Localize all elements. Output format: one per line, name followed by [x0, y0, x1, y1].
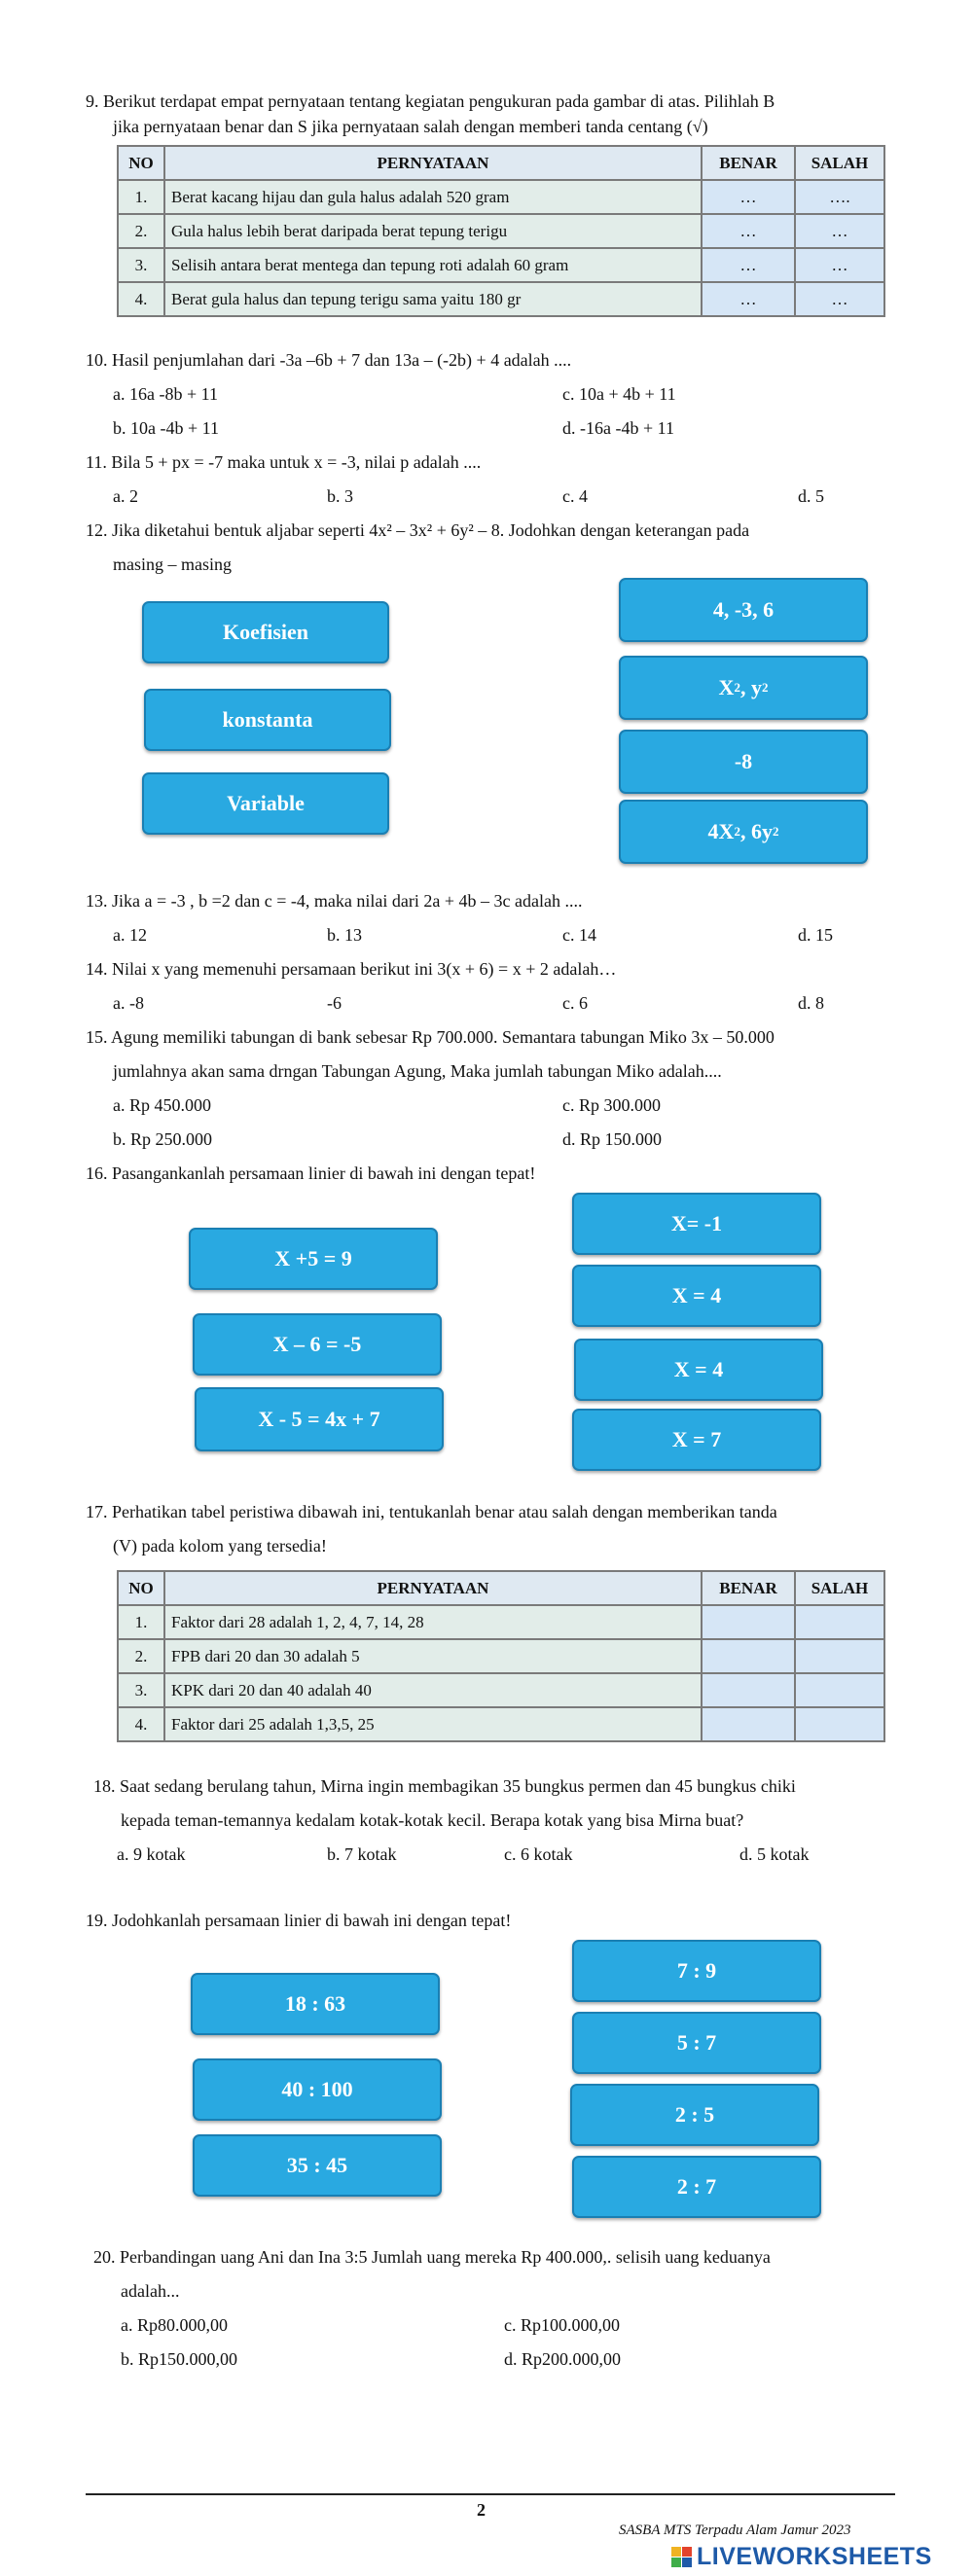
q13-option-c[interactable]: c. 14	[562, 925, 596, 945]
q15-option-a[interactable]: a. Rp 450.000	[113, 1095, 211, 1115]
match-left-ratio3[interactable]: 35 : 45	[193, 2134, 442, 2197]
header-benar: BENAR	[702, 1571, 795, 1605]
q17-line2: (V) pada kolom yang tersedia!	[113, 1536, 327, 1556]
row-no: 2.	[118, 1639, 164, 1673]
liveworksheets-brand: LIVEWORKSHEETS	[697, 2543, 932, 2570]
salah-cell[interactable]	[795, 1639, 884, 1673]
match-left-ratio1[interactable]: 18 : 63	[191, 1973, 440, 2035]
q18-option-c[interactable]: c. 6 kotak	[504, 1844, 573, 1864]
salah-cell[interactable]: …	[795, 214, 884, 248]
row-statement: Berat kacang hijau dan gula halus adalah 520 gram	[164, 180, 702, 214]
row-no: 1.	[118, 1605, 164, 1639]
match-right-ratio1[interactable]: 7 : 9	[572, 1940, 821, 2002]
match-right-ans3[interactable]: X = 4	[574, 1339, 823, 1401]
q15-option-c[interactable]: c. Rp 300.000	[562, 1095, 661, 1115]
liveworksheets-logo	[671, 2543, 932, 2571]
header-pernyataan: PERNYATAAN	[164, 146, 702, 180]
match-left-eq1[interactable]: X +5 = 9	[189, 1228, 438, 1290]
header-salah: SALAH	[795, 1571, 884, 1605]
q12-line1: 12. Jika diketahui bentuk aljabar seperti 4x² – 3x² + 6y² – 8. Jodohkan dengan keterangan pada	[86, 520, 750, 540]
school-footer: SASBA MTS Terpadu Alam Jamur 2023	[619, 2522, 851, 2538]
row-statement: Faktor dari 25 adalah 1,3,5, 25	[164, 1707, 702, 1741]
q14-option-b[interactable]: -6	[327, 993, 342, 1013]
table-row	[118, 214, 884, 248]
match-right-ratio3[interactable]: 2 : 5	[570, 2084, 819, 2146]
table-row	[118, 248, 884, 282]
match-right-variables[interactable]: X 2 , y 2	[619, 656, 868, 720]
header-salah: SALAH	[795, 146, 884, 180]
match-left-eq3[interactable]: X - 5 = 4x + 7	[195, 1387, 444, 1451]
row-no: 4.	[118, 1707, 164, 1741]
q9-line2: jika pernyataan benar dan S jika pernyataan salah dengan memberi tanda centang (√)	[113, 117, 708, 136]
row-no: 2.	[118, 214, 164, 248]
q19-text: 19. Jodohkanlah persamaan linier di bawah ini dengan tepat!	[86, 1911, 512, 1930]
q9-line1: 9. Berikut terdapat empat pernyataan tentang kegiatan pengukuran pada gambar di atas. Pilihlah B	[86, 91, 775, 111]
header-pernyataan: PERNYATAAN	[164, 1571, 702, 1605]
table-row	[118, 180, 884, 214]
q20-line2: adalah...	[121, 2281, 180, 2301]
benar-cell[interactable]: …	[702, 248, 795, 282]
q18-option-a[interactable]: a. 9 kotak	[117, 1844, 186, 1864]
q18-option-d[interactable]: d. 5 kotak	[739, 1844, 810, 1864]
q18-line2: kepada teman-temannya kedalam kotak-kotak kecil. Berapa kotak yang bisa Mirna buat?	[121, 1810, 744, 1830]
table-row	[118, 282, 884, 316]
q11-option-b[interactable]: b. 3	[327, 486, 353, 506]
page-number: 2	[477, 2500, 486, 2520]
q18-option-b[interactable]: b. 7 kotak	[327, 1844, 397, 1864]
row-statement: KPK dari 20 dan 40 adalah 40	[164, 1673, 702, 1707]
q17-line1: 17. Perhatikan tabel peristiwa dibawah ini, tentukanlah benar atau salah dengan memberikan tanda	[86, 1502, 777, 1521]
row-statement: Gula halus lebih berat daripada berat tepung terigu	[164, 214, 702, 248]
q20-option-d[interactable]: d. Rp200.000,00	[504, 2349, 622, 2369]
match-right-terms[interactable]: 4X 2 , 6y 2	[619, 800, 868, 864]
match-left-variable[interactable]: Variable	[142, 772, 389, 835]
match-right-constant[interactable]: -8	[619, 730, 868, 794]
footer-divider	[86, 2493, 895, 2495]
row-no: 3.	[118, 1673, 164, 1707]
table-row	[118, 1639, 884, 1673]
salah-cell[interactable]: …	[795, 282, 884, 316]
q10-option-c[interactable]: c. 10a + 4b + 11	[562, 384, 676, 404]
match-left-eq2[interactable]: X – 6 = -5	[193, 1313, 442, 1376]
q14-text: 14. Nilai x yang memenuhi persamaan berikut ini 3(x + 6) = x + 2 adalah…	[86, 959, 617, 979]
salah-cell[interactable]	[795, 1707, 884, 1741]
header-no: NO	[118, 146, 164, 180]
row-no: 4.	[118, 282, 164, 316]
q9-table	[117, 145, 885, 317]
q15-option-d[interactable]: d. Rp 150.000	[562, 1129, 663, 1149]
q11-text: 11. Bila 5 + px = -7 maka untuk x = -3, nilai p adalah ....	[86, 452, 482, 472]
table-row	[118, 1605, 884, 1639]
row-statement: Berat gula halus dan tepung terigu sama yaitu 180 gr	[164, 282, 702, 316]
match-right-ans4[interactable]: X = 7	[572, 1409, 821, 1471]
header-no: NO	[118, 1571, 164, 1605]
table-row	[118, 1707, 884, 1741]
benar-cell[interactable]: …	[702, 214, 795, 248]
table-row	[118, 1673, 884, 1707]
salah-cell[interactable]: …	[795, 248, 884, 282]
salah-cell[interactable]: ….	[795, 180, 884, 214]
q13-option-b[interactable]: b. 13	[327, 925, 362, 945]
salah-cell[interactable]	[795, 1605, 884, 1639]
benar-cell[interactable]	[702, 1707, 795, 1741]
q14-option-c[interactable]: c. 6	[562, 993, 588, 1013]
q10-option-a[interactable]: a. 16a -8b + 11	[113, 384, 218, 404]
q20-option-a[interactable]: a. Rp80.000,00	[121, 2315, 228, 2335]
q15-line2: jumlahnya akan sama drngan Tabungan Agung, Maka jumlah tabungan Miko adalah....	[113, 1061, 722, 1081]
benar-cell[interactable]	[702, 1673, 795, 1707]
q14-option-a[interactable]: a. -8	[113, 993, 144, 1013]
salah-cell[interactable]	[795, 1673, 884, 1707]
header-benar: BENAR	[702, 146, 795, 180]
q10-text: 10. Hasil penjumlahan dari -3a –6b + 7 dan 13a – (-2b) + 4 adalah ....	[86, 350, 572, 370]
match-right-ans1[interactable]: X= -1	[572, 1193, 821, 1255]
match-right-ans2[interactable]: X = 4	[572, 1265, 821, 1327]
q10-option-b[interactable]: b. 10a -4b + 11	[113, 418, 219, 438]
row-statement: Faktor dari 28 adalah 1, 2, 4, 7, 14, 28	[164, 1605, 702, 1639]
q20-option-b[interactable]: b. Rp150.000,00	[121, 2349, 238, 2369]
q12-line2: masing – masing	[113, 555, 232, 574]
q14-option-d[interactable]: d. 8	[798, 993, 824, 1013]
benar-cell[interactable]	[702, 1605, 795, 1639]
q13-option-d[interactable]: d. 15	[798, 925, 833, 945]
q15-line1: 15. Agung memiliki tabungan di bank sebesar Rp 700.000. Semantara tabungan Miko 3x – 50.000	[86, 1027, 775, 1047]
q11-option-c[interactable]: c. 4	[562, 486, 588, 506]
q16-text: 16. Pasangankanlah persamaan linier di bawah ini dengan tepat!	[86, 1163, 536, 1183]
q15-option-b[interactable]: b. Rp 250.000	[113, 1129, 213, 1149]
benar-cell[interactable]: …	[702, 282, 795, 316]
q11-option-a[interactable]: a. 2	[113, 486, 138, 506]
row-no: 3.	[118, 248, 164, 282]
q18-line1: 18. Saat sedang berulang tahun, Mirna ingin membagikan 35 bungkus permen dan 45 bungkus chiki	[93, 1776, 796, 1796]
liveworksheets-icon	[671, 2547, 693, 2568]
row-statement: FPB dari 20 dan 30 adalah 5	[164, 1639, 702, 1673]
benar-cell[interactable]: …	[702, 180, 795, 214]
match-left-koefisien[interactable]: Koefisien	[142, 601, 389, 663]
q17-table	[117, 1570, 885, 1742]
match-right-coefficients[interactable]: 4, -3, 6	[619, 578, 868, 642]
match-right-ratio2[interactable]: 5 : 7	[572, 2012, 821, 2074]
match-left-konstanta[interactable]: konstanta	[144, 689, 391, 751]
q13-text: 13. Jika a = -3 , b =2 dan c = -4, maka nilai dari 2a + 4b – 3c adalah ....	[86, 891, 583, 911]
q13-option-a[interactable]: a. 12	[113, 925, 147, 945]
benar-cell[interactable]	[702, 1639, 795, 1673]
q20-option-c[interactable]: c. Rp100.000,00	[504, 2315, 620, 2335]
row-no: 1.	[118, 180, 164, 214]
row-statement: Selisih antara berat mentega dan tepung roti adalah 60 gram	[164, 248, 702, 282]
q10-option-d[interactable]: d. -16a -4b + 11	[562, 418, 674, 438]
match-left-ratio2[interactable]: 40 : 100	[193, 2058, 442, 2121]
q20-line1: 20. Perbandingan uang Ani dan Ina 3:5 Jumlah uang mereka Rp 400.000,. selisih uang keduanya	[93, 2247, 771, 2267]
q11-option-d[interactable]: d. 5	[798, 486, 824, 506]
match-right-ratio4[interactable]: 2 : 7	[572, 2156, 821, 2218]
